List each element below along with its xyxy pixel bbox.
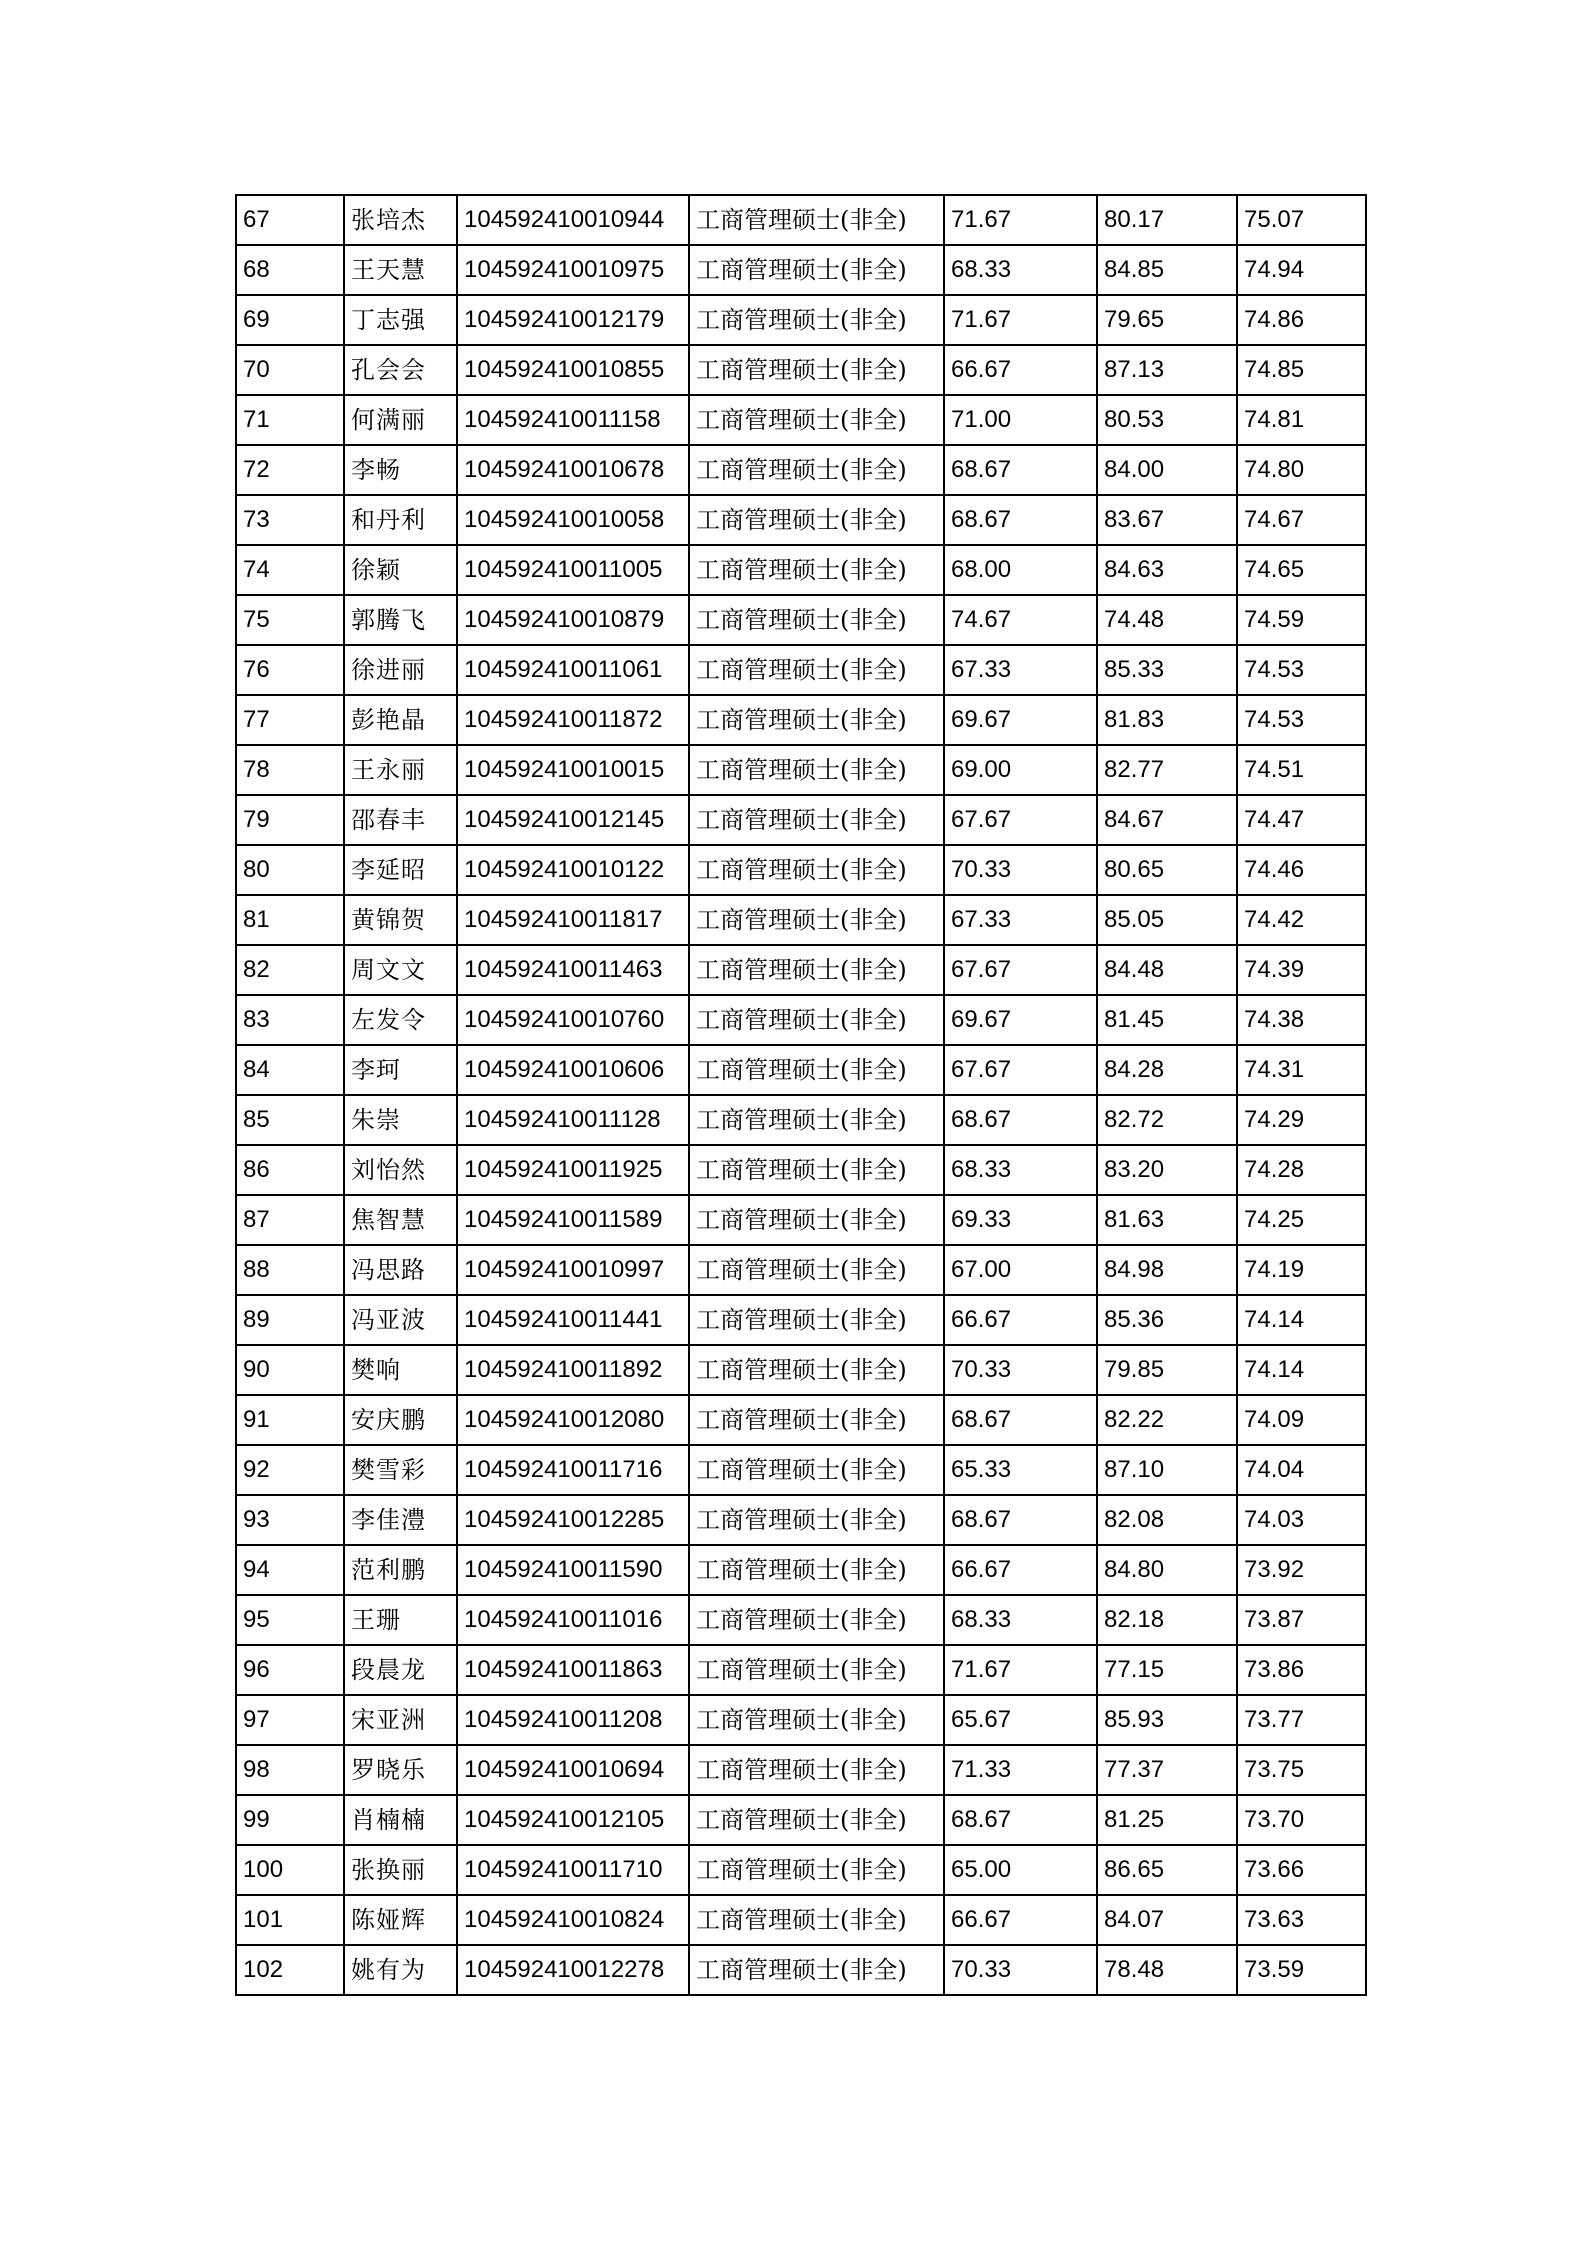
candidate-id-cell: 104592410010824 (457, 1895, 689, 1945)
table-row (236, 195, 1366, 245)
total-score-cell: 74.04 (1237, 1445, 1366, 1495)
candidate-id-cell: 104592410011710 (457, 1845, 689, 1895)
score-2-cell: 82.18 (1097, 1595, 1237, 1645)
name-cell: 姚有为 (344, 1945, 457, 1995)
row-number-cell: 86 (236, 1145, 344, 1195)
table-row (236, 495, 1366, 545)
row-number-cell: 77 (236, 695, 344, 745)
table-row (236, 845, 1366, 895)
total-score-cell: 73.75 (1237, 1745, 1366, 1795)
candidate-id-cell: 104592410011208 (457, 1695, 689, 1745)
total-score-cell: 73.70 (1237, 1795, 1366, 1845)
candidate-id-cell: 104592410010058 (457, 495, 689, 545)
table-row (236, 1645, 1366, 1695)
score-2-cell: 81.25 (1097, 1795, 1237, 1845)
name-cell: 黄锦贺 (344, 895, 457, 945)
candidate-id-cell: 104592410011925 (457, 1145, 689, 1195)
score-1-cell: 66.67 (944, 1295, 1097, 1345)
score-table (235, 194, 1367, 1996)
score-1-cell: 68.67 (944, 1095, 1097, 1145)
row-number-cell: 96 (236, 1645, 344, 1695)
score-2-cell: 84.85 (1097, 245, 1237, 295)
row-number-cell: 75 (236, 595, 344, 645)
major-cell: 工商管理硕士(非全) (689, 595, 944, 645)
row-number-cell: 74 (236, 545, 344, 595)
row-number-cell: 67 (236, 195, 344, 245)
row-number-cell: 89 (236, 1295, 344, 1345)
major-cell: 工商管理硕士(非全) (689, 295, 944, 345)
total-score-cell: 74.46 (1237, 845, 1366, 895)
score-1-cell: 67.67 (944, 795, 1097, 845)
score-1-cell: 67.33 (944, 645, 1097, 695)
table-row (236, 1345, 1366, 1395)
row-number-cell: 72 (236, 445, 344, 495)
row-number-cell: 78 (236, 745, 344, 795)
score-1-cell: 71.67 (944, 295, 1097, 345)
major-cell: 工商管理硕士(非全) (689, 695, 944, 745)
candidate-id-cell: 104592410010997 (457, 1245, 689, 1295)
candidate-id-cell: 104592410011872 (457, 695, 689, 745)
name-cell: 冯亚波 (344, 1295, 457, 1345)
candidate-id-cell: 104592410011158 (457, 395, 689, 445)
major-cell: 工商管理硕士(非全) (689, 645, 944, 695)
score-2-cell: 82.72 (1097, 1095, 1237, 1145)
score-1-cell: 68.33 (944, 1595, 1097, 1645)
row-number-cell: 84 (236, 1045, 344, 1095)
table-row (236, 1445, 1366, 1495)
major-cell: 工商管理硕士(非全) (689, 945, 944, 995)
candidate-id-cell: 104592410012080 (457, 1395, 689, 1445)
score-1-cell: 66.67 (944, 1895, 1097, 1945)
name-cell: 邵春丰 (344, 795, 457, 845)
score-1-cell: 70.33 (944, 845, 1097, 895)
major-cell: 工商管理硕士(非全) (689, 745, 944, 795)
table-row (236, 1045, 1366, 1095)
row-number-cell: 91 (236, 1395, 344, 1445)
score-1-cell: 71.33 (944, 1745, 1097, 1795)
name-cell: 丁志强 (344, 295, 457, 345)
candidate-id-cell: 104592410012145 (457, 795, 689, 845)
score-1-cell: 68.33 (944, 245, 1097, 295)
name-cell: 郭腾飞 (344, 595, 457, 645)
candidate-id-cell: 104592410011892 (457, 1345, 689, 1395)
total-score-cell: 73.87 (1237, 1595, 1366, 1645)
score-2-cell: 85.05 (1097, 895, 1237, 945)
table-row (236, 1945, 1366, 1995)
name-cell: 朱崇 (344, 1095, 457, 1145)
score-2-cell: 83.20 (1097, 1145, 1237, 1195)
score-1-cell: 65.67 (944, 1695, 1097, 1745)
score-2-cell: 85.33 (1097, 645, 1237, 695)
total-score-cell: 73.59 (1237, 1945, 1366, 1995)
score-2-cell: 82.08 (1097, 1495, 1237, 1545)
table-row (236, 1245, 1366, 1295)
score-1-cell: 68.33 (944, 1145, 1097, 1195)
name-cell: 徐颖 (344, 545, 457, 595)
major-cell: 工商管理硕士(非全) (689, 345, 944, 395)
major-cell: 工商管理硕士(非全) (689, 1945, 944, 1995)
table-row (236, 745, 1366, 795)
major-cell: 工商管理硕士(非全) (689, 995, 944, 1045)
candidate-id-cell: 104592410012179 (457, 295, 689, 345)
major-cell: 工商管理硕士(非全) (689, 1545, 944, 1595)
score-1-cell: 68.67 (944, 1495, 1097, 1545)
table-row (236, 645, 1366, 695)
name-cell: 左发令 (344, 995, 457, 1045)
name-cell: 李佳澧 (344, 1495, 457, 1545)
major-cell: 工商管理硕士(非全) (689, 1195, 944, 1245)
score-1-cell: 71.00 (944, 395, 1097, 445)
score-2-cell: 84.98 (1097, 1245, 1237, 1295)
row-number-cell: 99 (236, 1795, 344, 1845)
table-row (236, 1395, 1366, 1445)
score-2-cell: 81.83 (1097, 695, 1237, 745)
major-cell: 工商管理硕士(非全) (689, 1245, 944, 1295)
name-cell: 樊响 (344, 1345, 457, 1395)
table-row (236, 545, 1366, 595)
score-1-cell: 65.00 (944, 1845, 1097, 1895)
name-cell: 焦智慧 (344, 1195, 457, 1245)
candidate-id-cell: 104592410010122 (457, 845, 689, 895)
score-1-cell: 67.67 (944, 945, 1097, 995)
score-2-cell: 80.65 (1097, 845, 1237, 895)
major-cell: 工商管理硕士(非全) (689, 1345, 944, 1395)
row-number-cell: 69 (236, 295, 344, 345)
score-1-cell: 70.33 (944, 1945, 1097, 1995)
score-2-cell: 84.80 (1097, 1545, 1237, 1595)
total-score-cell: 73.77 (1237, 1695, 1366, 1745)
table-row (236, 595, 1366, 645)
score-2-cell: 84.07 (1097, 1895, 1237, 1945)
candidate-id-cell: 104592410011441 (457, 1295, 689, 1345)
score-1-cell: 67.67 (944, 1045, 1097, 1095)
row-number-cell: 79 (236, 795, 344, 845)
candidate-id-cell: 104592410010944 (457, 195, 689, 245)
score-2-cell: 79.65 (1097, 295, 1237, 345)
total-score-cell: 75.07 (1237, 195, 1366, 245)
table-row (236, 1795, 1366, 1845)
total-score-cell: 74.28 (1237, 1145, 1366, 1195)
name-cell: 罗晓乐 (344, 1745, 457, 1795)
table-row (236, 1695, 1366, 1745)
score-2-cell: 82.22 (1097, 1395, 1237, 1445)
total-score-cell: 74.14 (1237, 1295, 1366, 1345)
name-cell: 何满丽 (344, 395, 457, 445)
score-2-cell: 85.93 (1097, 1695, 1237, 1745)
row-number-cell: 83 (236, 995, 344, 1045)
row-number-cell: 71 (236, 395, 344, 445)
candidate-id-cell: 104592410012285 (457, 1495, 689, 1545)
table-row (236, 345, 1366, 395)
score-2-cell: 87.10 (1097, 1445, 1237, 1495)
major-cell: 工商管理硕士(非全) (689, 1395, 944, 1445)
score-2-cell: 81.63 (1097, 1195, 1237, 1245)
score-table-body (236, 195, 1366, 1995)
major-cell: 工商管理硕士(非全) (689, 1895, 944, 1945)
major-cell: 工商管理硕士(非全) (689, 1495, 944, 1545)
major-cell: 工商管理硕士(非全) (689, 445, 944, 495)
score-2-cell: 83.67 (1097, 495, 1237, 545)
total-score-cell: 74.03 (1237, 1495, 1366, 1545)
table-row (236, 1495, 1366, 1545)
row-number-cell: 80 (236, 845, 344, 895)
name-cell: 宋亚洲 (344, 1695, 457, 1745)
major-cell: 工商管理硕士(非全) (689, 1795, 944, 1845)
total-score-cell: 74.31 (1237, 1045, 1366, 1095)
table-row (236, 295, 1366, 345)
score-2-cell: 79.85 (1097, 1345, 1237, 1395)
major-cell: 工商管理硕士(非全) (689, 245, 944, 295)
total-score-cell: 74.94 (1237, 245, 1366, 295)
total-score-cell: 74.39 (1237, 945, 1366, 995)
row-number-cell: 93 (236, 1495, 344, 1545)
score-1-cell: 66.67 (944, 345, 1097, 395)
table-row (236, 945, 1366, 995)
table-row (236, 245, 1366, 295)
candidate-id-cell: 104592410011016 (457, 1595, 689, 1645)
score-1-cell: 68.67 (944, 1795, 1097, 1845)
name-cell: 段晨龙 (344, 1645, 457, 1695)
major-cell: 工商管理硕士(非全) (689, 1445, 944, 1495)
total-score-cell: 74.53 (1237, 695, 1366, 745)
score-1-cell: 69.00 (944, 745, 1097, 795)
score-2-cell: 80.53 (1097, 395, 1237, 445)
score-1-cell: 66.67 (944, 1545, 1097, 1595)
score-1-cell: 67.00 (944, 1245, 1097, 1295)
name-cell: 李延昭 (344, 845, 457, 895)
score-1-cell: 74.67 (944, 595, 1097, 645)
total-score-cell: 73.92 (1237, 1545, 1366, 1595)
score-2-cell: 74.48 (1097, 595, 1237, 645)
total-score-cell: 73.66 (1237, 1845, 1366, 1895)
row-number-cell: 82 (236, 945, 344, 995)
name-cell: 张培杰 (344, 195, 457, 245)
score-2-cell: 84.48 (1097, 945, 1237, 995)
row-number-cell: 76 (236, 645, 344, 695)
score-2-cell: 77.37 (1097, 1745, 1237, 1795)
score-1-cell: 65.33 (944, 1445, 1097, 1495)
table-row (236, 395, 1366, 445)
score-2-cell: 78.48 (1097, 1945, 1237, 1995)
total-score-cell: 74.81 (1237, 395, 1366, 445)
table-row (236, 695, 1366, 745)
total-score-cell: 74.80 (1237, 445, 1366, 495)
score-1-cell: 71.67 (944, 1645, 1097, 1695)
table-row (236, 1745, 1366, 1795)
candidate-id-cell: 104592410010678 (457, 445, 689, 495)
score-2-cell: 81.45 (1097, 995, 1237, 1045)
candidate-id-cell: 104592410011128 (457, 1095, 689, 1145)
candidate-id-cell: 104592410010975 (457, 245, 689, 295)
candidate-id-cell: 104592410010855 (457, 345, 689, 395)
row-number-cell: 92 (236, 1445, 344, 1495)
major-cell: 工商管理硕士(非全) (689, 1095, 944, 1145)
candidate-id-cell: 104592410011005 (457, 545, 689, 595)
major-cell: 工商管理硕士(非全) (689, 1695, 944, 1745)
row-number-cell: 88 (236, 1245, 344, 1295)
candidate-id-cell: 104592410012278 (457, 1945, 689, 1995)
score-2-cell: 87.13 (1097, 345, 1237, 395)
name-cell: 和丹利 (344, 495, 457, 545)
name-cell: 樊雪彩 (344, 1445, 457, 1495)
name-cell: 张换丽 (344, 1845, 457, 1895)
row-number-cell: 73 (236, 495, 344, 545)
score-1-cell: 69.67 (944, 695, 1097, 745)
row-number-cell: 85 (236, 1095, 344, 1145)
name-cell: 周文文 (344, 945, 457, 995)
major-cell: 工商管理硕士(非全) (689, 495, 944, 545)
major-cell: 工商管理硕士(非全) (689, 1745, 944, 1795)
total-score-cell: 74.42 (1237, 895, 1366, 945)
score-2-cell: 86.65 (1097, 1845, 1237, 1895)
name-cell: 李畅 (344, 445, 457, 495)
score-1-cell: 69.33 (944, 1195, 1097, 1245)
candidate-id-cell: 104592410011817 (457, 895, 689, 945)
name-cell: 徐进丽 (344, 645, 457, 695)
total-score-cell: 74.65 (1237, 545, 1366, 595)
major-cell: 工商管理硕士(非全) (689, 1145, 944, 1195)
table-row (236, 795, 1366, 845)
row-number-cell: 101 (236, 1895, 344, 1945)
score-2-cell: 77.15 (1097, 1645, 1237, 1695)
major-cell: 工商管理硕士(非全) (689, 1295, 944, 1345)
total-score-cell: 74.19 (1237, 1245, 1366, 1295)
total-score-cell: 74.67 (1237, 495, 1366, 545)
table-row (236, 1295, 1366, 1345)
name-cell: 范利鹏 (344, 1545, 457, 1595)
name-cell: 孔会会 (344, 345, 457, 395)
candidate-id-cell: 104592410010694 (457, 1745, 689, 1795)
table-row (236, 1595, 1366, 1645)
total-score-cell: 74.29 (1237, 1095, 1366, 1145)
score-1-cell: 68.67 (944, 495, 1097, 545)
score-2-cell: 82.77 (1097, 745, 1237, 795)
row-number-cell: 81 (236, 895, 344, 945)
total-score-cell: 74.51 (1237, 745, 1366, 795)
candidate-id-cell: 104592410010015 (457, 745, 689, 795)
table-row (236, 995, 1366, 1045)
score-2-cell: 84.28 (1097, 1045, 1237, 1095)
major-cell: 工商管理硕士(非全) (689, 1645, 944, 1695)
major-cell: 工商管理硕士(非全) (689, 1845, 944, 1895)
candidate-id-cell: 104592410011061 (457, 645, 689, 695)
major-cell: 工商管理硕士(非全) (689, 195, 944, 245)
total-score-cell: 74.59 (1237, 595, 1366, 645)
major-cell: 工商管理硕士(非全) (689, 395, 944, 445)
score-1-cell: 68.00 (944, 545, 1097, 595)
name-cell: 王天慧 (344, 245, 457, 295)
candidate-id-cell: 104592410010760 (457, 995, 689, 1045)
score-1-cell: 71.67 (944, 195, 1097, 245)
candidate-id-cell: 104592410011589 (457, 1195, 689, 1245)
candidate-id-cell: 104592410011716 (457, 1445, 689, 1495)
name-cell: 王永丽 (344, 745, 457, 795)
score-2-cell: 84.63 (1097, 545, 1237, 595)
name-cell: 肖楠楠 (344, 1795, 457, 1845)
name-cell: 安庆鹏 (344, 1395, 457, 1445)
candidate-id-cell: 104592410011463 (457, 945, 689, 995)
name-cell: 王珊 (344, 1595, 457, 1645)
candidate-id-cell: 104592410010879 (457, 595, 689, 645)
score-1-cell: 70.33 (944, 1345, 1097, 1395)
score-2-cell: 85.36 (1097, 1295, 1237, 1345)
score-1-cell: 69.67 (944, 995, 1097, 1045)
row-number-cell: 102 (236, 1945, 344, 1995)
name-cell: 冯思路 (344, 1245, 457, 1295)
row-number-cell: 87 (236, 1195, 344, 1245)
name-cell: 李珂 (344, 1045, 457, 1095)
total-score-cell: 74.53 (1237, 645, 1366, 695)
total-score-cell: 74.86 (1237, 295, 1366, 345)
table-row (236, 1095, 1366, 1145)
row-number-cell: 97 (236, 1695, 344, 1745)
candidate-id-cell: 104592410011590 (457, 1545, 689, 1595)
row-number-cell: 94 (236, 1545, 344, 1595)
major-cell: 工商管理硕士(非全) (689, 795, 944, 845)
score-2-cell: 84.00 (1097, 445, 1237, 495)
total-score-cell: 73.86 (1237, 1645, 1366, 1695)
name-cell: 刘怡然 (344, 1145, 457, 1195)
total-score-cell: 74.47 (1237, 795, 1366, 845)
candidate-id-cell: 104592410011863 (457, 1645, 689, 1695)
table-row (236, 1545, 1366, 1595)
row-number-cell: 100 (236, 1845, 344, 1895)
name-cell: 陈娅辉 (344, 1895, 457, 1945)
table-row (236, 445, 1366, 495)
row-number-cell: 68 (236, 245, 344, 295)
major-cell: 工商管理硕士(非全) (689, 1595, 944, 1645)
major-cell: 工商管理硕士(非全) (689, 1045, 944, 1095)
table-row (236, 1845, 1366, 1895)
total-score-cell: 74.14 (1237, 1345, 1366, 1395)
score-2-cell: 80.17 (1097, 195, 1237, 245)
score-2-cell: 84.67 (1097, 795, 1237, 845)
total-score-cell: 74.85 (1237, 345, 1366, 395)
row-number-cell: 98 (236, 1745, 344, 1795)
major-cell: 工商管理硕士(非全) (689, 845, 944, 895)
score-1-cell: 67.33 (944, 895, 1097, 945)
score-1-cell: 68.67 (944, 1395, 1097, 1445)
total-score-cell: 74.09 (1237, 1395, 1366, 1445)
row-number-cell: 95 (236, 1595, 344, 1645)
major-cell: 工商管理硕士(非全) (689, 895, 944, 945)
row-number-cell: 90 (236, 1345, 344, 1395)
table-row (236, 895, 1366, 945)
table-row (236, 1145, 1366, 1195)
table-row (236, 1895, 1366, 1945)
table-row (236, 1195, 1366, 1245)
total-score-cell: 73.63 (1237, 1895, 1366, 1945)
name-cell: 彭艳晶 (344, 695, 457, 745)
score-1-cell: 68.67 (944, 445, 1097, 495)
total-score-cell: 74.25 (1237, 1195, 1366, 1245)
candidate-id-cell: 104592410012105 (457, 1795, 689, 1845)
row-number-cell: 70 (236, 345, 344, 395)
major-cell: 工商管理硕士(非全) (689, 545, 944, 595)
total-score-cell: 74.38 (1237, 995, 1366, 1045)
candidate-id-cell: 104592410010606 (457, 1045, 689, 1095)
